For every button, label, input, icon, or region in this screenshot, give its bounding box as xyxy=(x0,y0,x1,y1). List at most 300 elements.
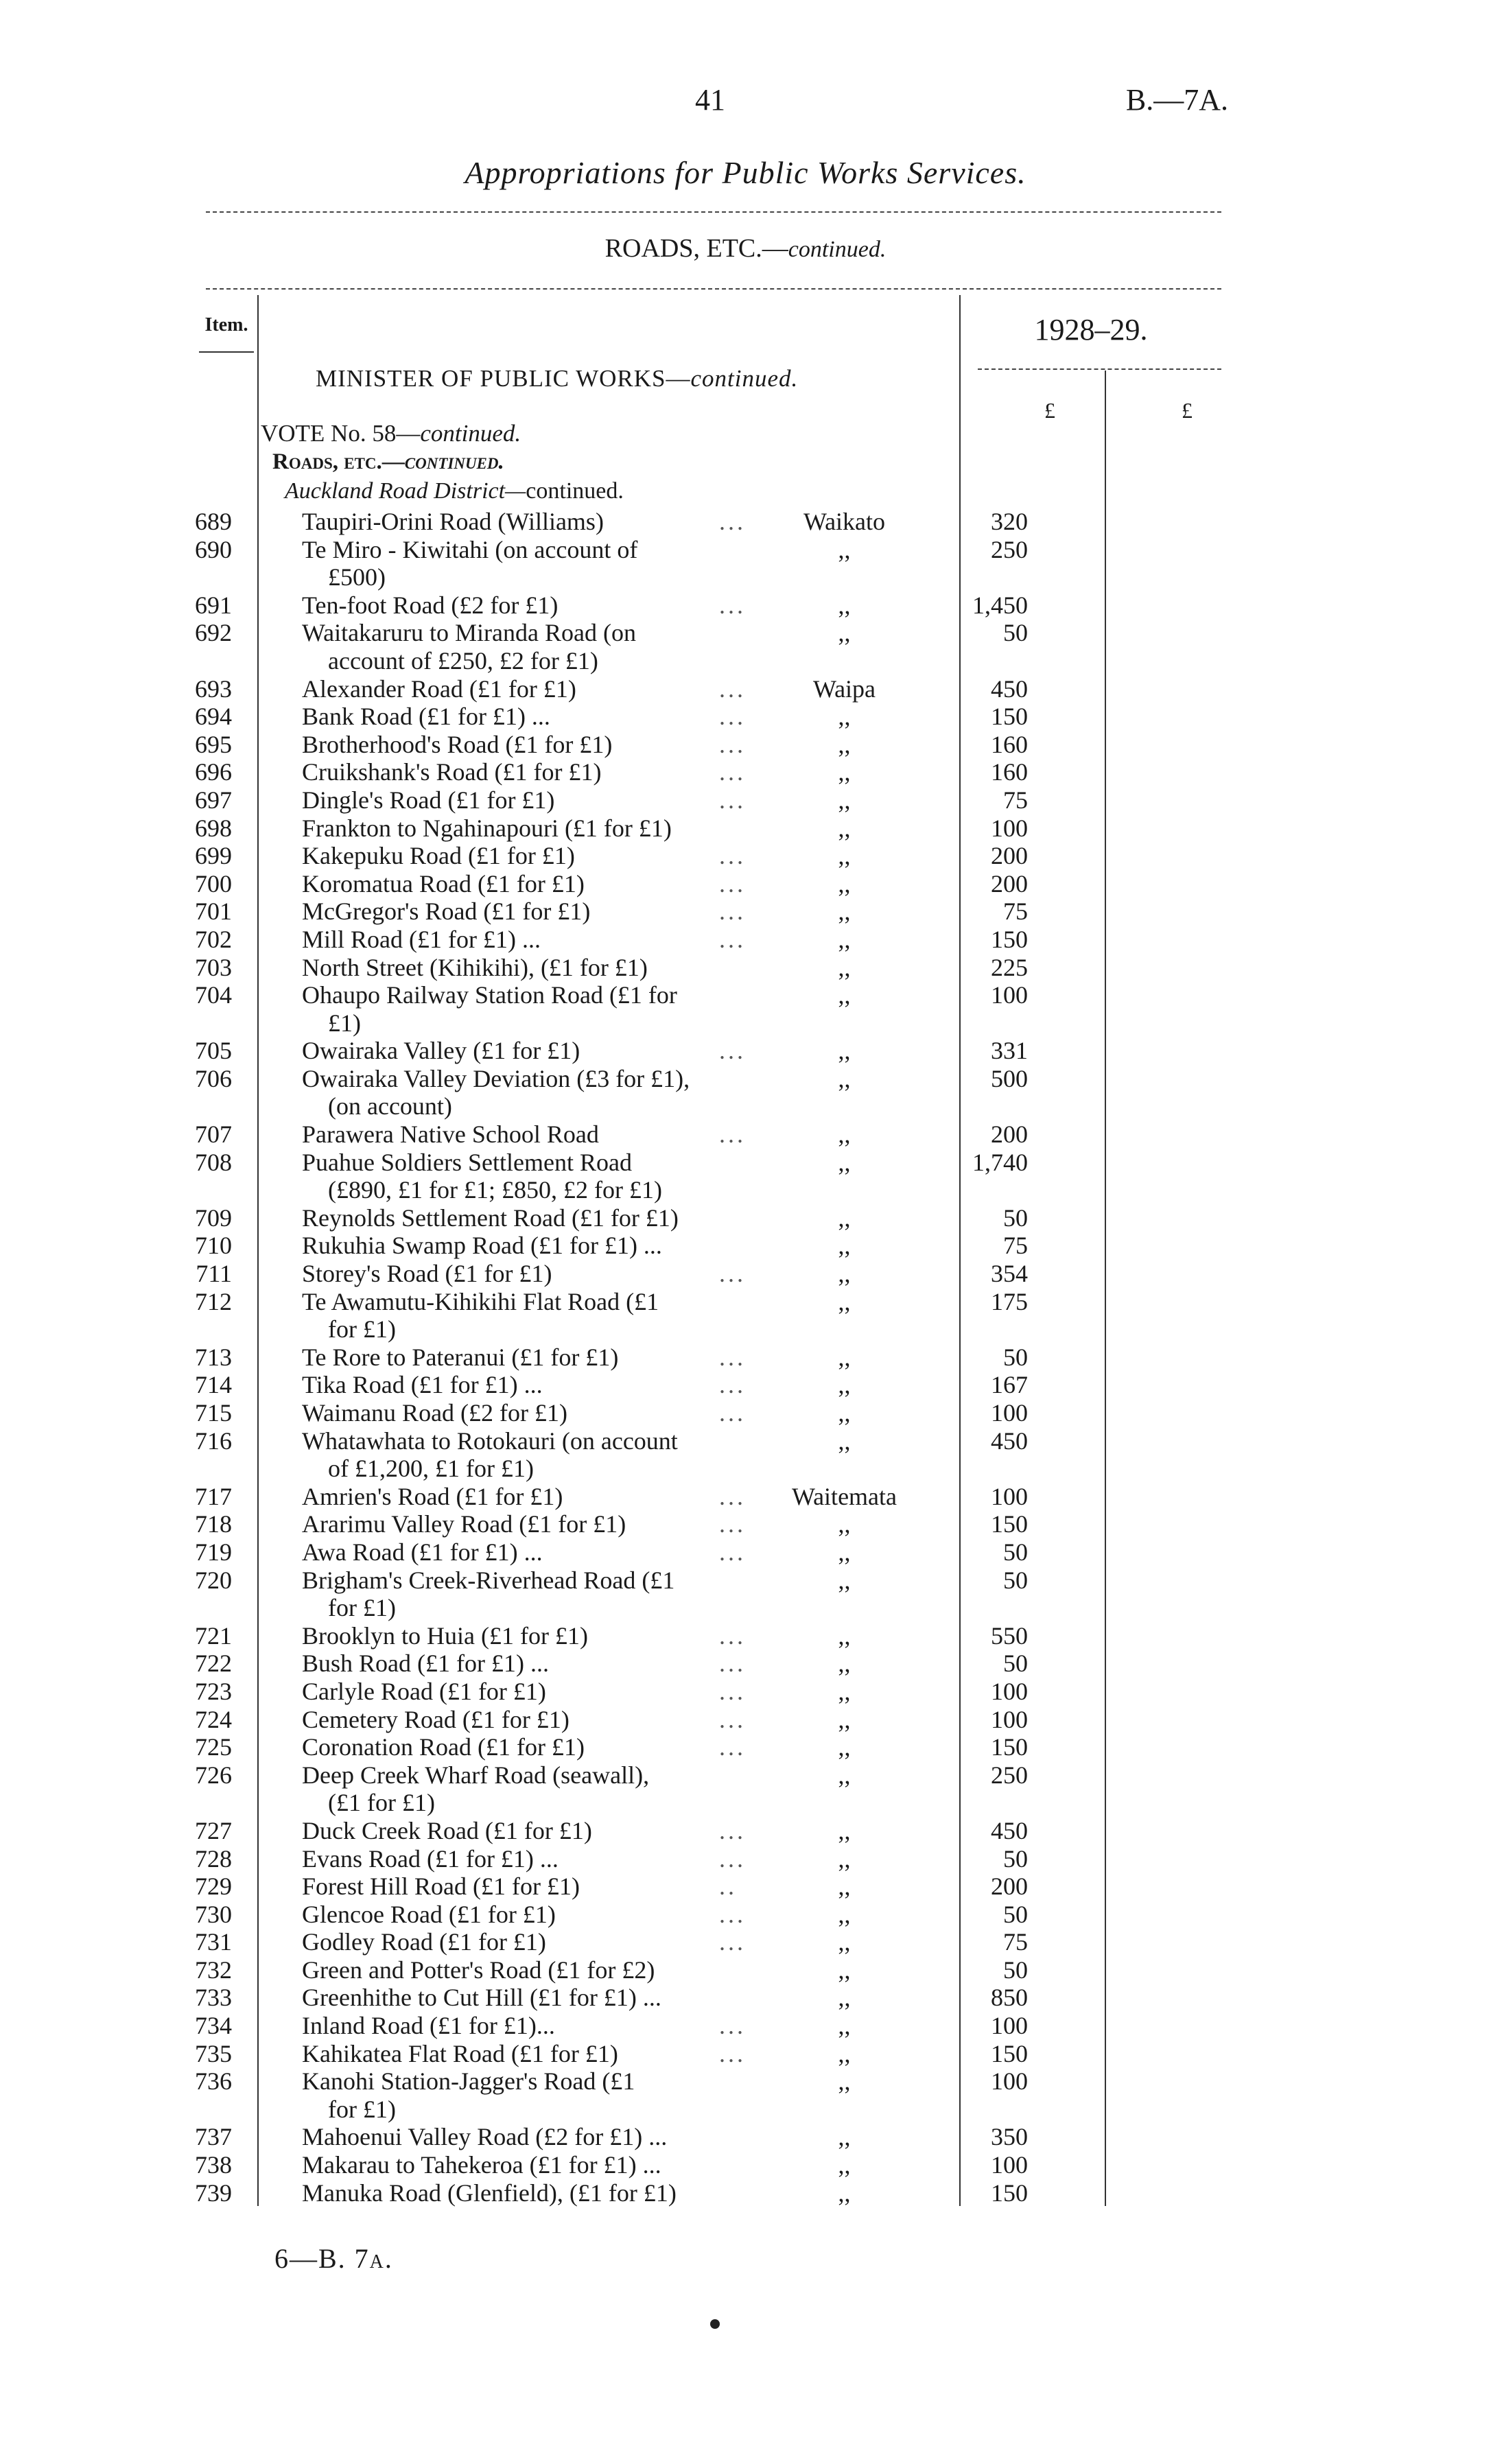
table-row xyxy=(184,1232,1028,1260)
table-row xyxy=(184,1901,1028,1929)
county-name: ,, xyxy=(838,1816,851,1844)
item-column-header: Item. xyxy=(204,314,248,336)
road-description xyxy=(302,786,767,814)
item-number: 738 xyxy=(195,2151,232,2179)
section-title-main: ROADS, ETC.— xyxy=(604,234,788,263)
item-number: 695 xyxy=(195,730,232,758)
leader-dots: ... xyxy=(719,1650,746,1678)
county-name: ,, xyxy=(838,619,851,647)
description-line: Te Miro - Kiwitahi (on account of xyxy=(302,535,638,563)
road-description xyxy=(302,954,767,982)
description-line: Greenhithe to Cut Hill (£1 for £1) ... xyxy=(302,1984,661,2012)
county-name: ,, xyxy=(838,1733,851,1761)
leader-dots: ... xyxy=(719,1677,746,1705)
table-row xyxy=(184,1260,1028,1288)
table-row xyxy=(184,1845,1028,1873)
item-number: 716 xyxy=(195,1427,232,1455)
description-line: Glencoe Road (£1 for £1) xyxy=(302,1900,556,1928)
description-line: Te Rore to Pateranui (£1 for £1) xyxy=(302,1343,619,1371)
county-name: ,, xyxy=(838,758,851,786)
road-description xyxy=(302,870,767,898)
road-description xyxy=(302,1901,767,1929)
county-name: ,, xyxy=(838,535,851,563)
page-title: Appropriations for Public Works Services. xyxy=(465,155,1026,190)
amount-value: 150 xyxy=(991,2179,1028,2207)
amount-value: 100 xyxy=(991,1482,1028,1510)
description-line: Taupiri-Orini Road (Williams) xyxy=(302,508,604,535)
table-row xyxy=(184,1706,1028,1734)
county-name: ,, xyxy=(838,1064,851,1092)
table-row xyxy=(184,1928,1028,1956)
description-line: Carlyle Road (£1 for £1) xyxy=(302,1677,546,1705)
section-title xyxy=(0,233,1491,263)
year-column-header: 1928–29. xyxy=(1034,313,1148,347)
road-description xyxy=(302,1204,767,1232)
leader-dots: ... xyxy=(719,2012,746,2040)
leader-dots: ... xyxy=(719,897,746,926)
table-row xyxy=(184,897,1028,926)
table-row xyxy=(184,870,1028,898)
amount-value: 50 xyxy=(1003,1650,1028,1678)
district-heading xyxy=(285,478,624,504)
road-description xyxy=(302,731,767,759)
amount-value: 100 xyxy=(991,814,1028,842)
item-number: 737 xyxy=(195,2123,232,2151)
county-name: ,, xyxy=(838,869,851,897)
table-row xyxy=(184,2040,1028,2068)
leader-dots: ... xyxy=(719,842,746,870)
description-line: Te Awamutu-Kihikihi Flat Road (£1 xyxy=(302,1287,659,1315)
table-row xyxy=(184,591,1028,620)
item-number: 720 xyxy=(195,1566,232,1594)
amount-value: 50 xyxy=(1003,1343,1028,1371)
table-row xyxy=(184,1427,1028,1483)
road-description xyxy=(302,1538,767,1567)
table-row xyxy=(184,954,1028,982)
item-number: 691 xyxy=(195,591,232,619)
amount-value: 331 xyxy=(991,1037,1028,1065)
description-line: Ararimu Valley Road (£1 for £1) xyxy=(302,1510,626,1538)
description-line: Waitakaruru to Miranda Road (on xyxy=(302,619,636,647)
leader-dots: ... xyxy=(719,1705,746,1733)
amount-value: 250 xyxy=(991,535,1028,563)
section-title-continued: continued. xyxy=(788,237,887,262)
table-row xyxy=(184,1567,1028,1622)
item-number: 734 xyxy=(195,2012,232,2040)
description-continuation: for £1) xyxy=(328,1594,396,1622)
county-name: Waitemata xyxy=(791,1482,897,1510)
title-rule xyxy=(206,211,1221,213)
table-row xyxy=(184,1483,1028,1511)
amount-value: 320 xyxy=(991,508,1028,535)
table-row xyxy=(184,2179,1028,2207)
vote-heading-main: VOTE No. 58— xyxy=(261,420,421,447)
leader-dots: ... xyxy=(719,1733,746,1761)
road-description xyxy=(302,1706,767,1734)
document-reference: B.—7A. xyxy=(1125,83,1228,117)
amount-value: 150 xyxy=(991,2039,1028,2067)
amount-value: 100 xyxy=(991,1399,1028,1427)
table-row xyxy=(184,1817,1028,1845)
table-row xyxy=(184,2151,1028,2179)
appropriations-table xyxy=(184,508,1028,2207)
table-row xyxy=(184,1733,1028,1761)
table-row xyxy=(184,1678,1028,1706)
district-heading-continued: continued. xyxy=(526,478,624,504)
table-row xyxy=(184,1037,1028,1065)
amount-value: 150 xyxy=(991,1733,1028,1761)
amount-value: 150 xyxy=(991,1510,1028,1538)
amount-value: 200 xyxy=(991,869,1028,897)
leader-dots: ... xyxy=(719,1928,746,1956)
county-name: ,, xyxy=(838,1510,851,1538)
table-row xyxy=(184,1065,1028,1120)
description-continuation: £500) xyxy=(328,563,386,591)
county-name: ,, xyxy=(838,1148,851,1176)
table-row xyxy=(184,1761,1028,1817)
table-row xyxy=(184,1956,1028,1984)
table-row xyxy=(184,703,1028,731)
leader-dots: ... xyxy=(719,1621,746,1650)
item-number: 723 xyxy=(195,1677,232,1705)
leader-dots: ... xyxy=(719,508,746,535)
amount-value: 200 xyxy=(991,1120,1028,1149)
description-line: Storey's Road (£1 for £1) xyxy=(302,1260,552,1288)
county-name: ,, xyxy=(838,897,851,926)
amount-value: 150 xyxy=(991,703,1028,731)
county-name: ,, xyxy=(838,2067,851,2096)
county-name: ,, xyxy=(838,1621,851,1650)
amount-value: 50 xyxy=(1003,1204,1028,1232)
item-number: 711 xyxy=(196,1260,232,1288)
item-number: 724 xyxy=(195,1705,232,1733)
amount-value: 50 xyxy=(1003,1900,1028,1928)
roads-heading-main: Roads, etc.— xyxy=(272,449,405,474)
table-row xyxy=(184,2012,1028,2040)
table-row xyxy=(184,1120,1028,1149)
county-name: ,, xyxy=(838,1956,851,1984)
county-name: ,, xyxy=(838,1427,851,1455)
leader-dots: ... xyxy=(719,1120,746,1149)
road-description xyxy=(302,619,767,674)
roads-heading xyxy=(272,449,504,475)
description-line: Coronation Road (£1 for £1) xyxy=(302,1733,585,1761)
county-name: ,, xyxy=(838,1343,851,1371)
table-row xyxy=(184,1344,1028,1372)
item-number: 713 xyxy=(195,1343,232,1371)
description-line: Awa Road (£1 for £1) ... xyxy=(302,1538,543,1566)
county-name: ,, xyxy=(838,1204,851,1232)
road-description xyxy=(302,1817,767,1845)
description-line: Reynolds Settlement Road (£1 for £1) xyxy=(302,1204,679,1232)
amount-value: 100 xyxy=(991,1677,1028,1705)
leader-dots: ... xyxy=(719,1844,746,1873)
road-description xyxy=(302,1650,767,1678)
description-line: Brooklyn to Huia (£1 for £1) xyxy=(302,1621,588,1650)
item-number: 690 xyxy=(195,535,232,563)
ministry-heading-continued: continued. xyxy=(690,365,799,392)
item-number: 698 xyxy=(195,814,232,842)
county-name: ,, xyxy=(838,1928,851,1956)
description-continuation: (£890, £1 for £1; £850, £2 for £1) xyxy=(328,1176,662,1204)
table-row xyxy=(184,675,1028,703)
description-continuation: £1) xyxy=(328,1009,361,1037)
leader-dots: ... xyxy=(719,786,746,814)
description-line: Brotherhood's Road (£1 for £1) xyxy=(302,730,613,758)
amount-value: 50 xyxy=(1003,1566,1028,1594)
road-description xyxy=(302,1873,767,1901)
road-description xyxy=(302,675,767,703)
description-line: Forest Hill Road (£1 for £1) xyxy=(302,1873,580,1901)
county-name: ,, xyxy=(838,1120,851,1149)
table-row xyxy=(184,1371,1028,1399)
road-description xyxy=(302,1622,767,1650)
county-name: ,, xyxy=(838,1677,851,1705)
table-row xyxy=(184,1984,1028,2012)
description-line: Kahikatea Flat Road (£1 for £1) xyxy=(302,2039,618,2067)
leader-dots: ... xyxy=(719,1538,746,1566)
leader-dots: ... xyxy=(719,869,746,897)
leader-dots: ... xyxy=(719,703,746,731)
description-line: Whatawhata to Rotokauri (on account xyxy=(302,1427,678,1455)
amount-value: 354 xyxy=(991,1260,1028,1288)
amount-value: 1,450 xyxy=(972,591,1028,619)
leader-dots: .. xyxy=(719,1873,737,1901)
road-description xyxy=(302,1984,767,2012)
table-row xyxy=(184,786,1028,814)
item-number: 714 xyxy=(195,1371,232,1399)
road-description xyxy=(302,1120,767,1149)
item-number: 703 xyxy=(195,953,232,981)
road-description xyxy=(302,1149,767,1204)
amount-value: 100 xyxy=(991,2067,1028,2096)
road-description xyxy=(302,758,767,786)
road-description xyxy=(302,1371,767,1399)
table-row xyxy=(184,1149,1028,1204)
item-number: 710 xyxy=(195,1232,232,1260)
description-line: Ohaupo Railway Station Road (£1 for xyxy=(302,981,677,1009)
amount-value: 450 xyxy=(991,674,1028,703)
table-row xyxy=(184,981,1028,1037)
leader-dots: ... xyxy=(719,1037,746,1065)
item-number: 708 xyxy=(195,1148,232,1176)
item-number: 693 xyxy=(195,674,232,703)
item-header-rule xyxy=(199,351,254,353)
road-description xyxy=(302,1510,767,1538)
road-description xyxy=(302,1483,767,1511)
road-description xyxy=(302,814,767,843)
description-line: Waimanu Road (£2 for £1) xyxy=(302,1399,567,1427)
leader-dots: ... xyxy=(719,1343,746,1371)
table-row xyxy=(184,842,1028,870)
table-row xyxy=(184,1510,1028,1538)
amount-value: 550 xyxy=(991,1621,1028,1650)
county-name: ,, xyxy=(838,2039,851,2067)
description-continuation: account of £250, £2 for £1) xyxy=(328,646,598,674)
leader-dots: ... xyxy=(719,1510,746,1538)
item-number: 732 xyxy=(195,1956,232,1984)
description-line: Green and Potter's Road (£1 for £2) xyxy=(302,1956,655,1984)
amount-value: 350 xyxy=(991,2123,1028,2151)
leader-dots: ... xyxy=(719,730,746,758)
item-number: 700 xyxy=(195,869,232,897)
amount-value: 167 xyxy=(991,1371,1028,1399)
item-number: 726 xyxy=(195,1761,232,1789)
description-line: Brigham's Creek-Riverhead Road (£1 xyxy=(302,1566,675,1594)
item-number: 725 xyxy=(195,1733,232,1761)
item-number: 702 xyxy=(195,925,232,953)
amount-value: 50 xyxy=(1003,1844,1028,1873)
road-description xyxy=(302,1288,767,1344)
item-number: 712 xyxy=(195,1287,232,1315)
printer-signature: 6—B. 7a. xyxy=(274,2243,393,2274)
item-number: 729 xyxy=(195,1873,232,1901)
description-line: Mahoenui Valley Road (£2 for £1) ... xyxy=(302,2123,668,2151)
description-line: Bank Road (£1 for £1) ... xyxy=(302,703,550,731)
item-number: 730 xyxy=(195,1900,232,1928)
amount-value: 250 xyxy=(991,1761,1028,1789)
item-number: 709 xyxy=(195,1204,232,1232)
item-number: 696 xyxy=(195,758,232,786)
leader-dots: ... xyxy=(719,591,746,619)
table-row xyxy=(184,1204,1028,1232)
amount-value: 75 xyxy=(1003,786,1028,814)
road-description xyxy=(302,2012,767,2040)
description-line: Parawera Native School Road xyxy=(302,1120,599,1149)
table-row xyxy=(184,1873,1028,1901)
county-name: ,, xyxy=(838,1900,851,1928)
road-description xyxy=(302,1260,767,1288)
county-name: ,, xyxy=(838,2012,851,2040)
item-number: 721 xyxy=(195,1621,232,1650)
road-description xyxy=(302,1928,767,1956)
description-continuation: (on account) xyxy=(328,1092,452,1120)
leader-dots: ... xyxy=(719,1482,746,1510)
county-name: ,, xyxy=(838,814,851,842)
page-number: 41 xyxy=(695,83,725,117)
county-name: ,, xyxy=(838,2123,851,2151)
description-line: Kanohi Station-Jagger's Road (£1 xyxy=(302,2067,635,2096)
header-rule xyxy=(206,288,1221,290)
description-line: Mill Road (£1 for £1) ... xyxy=(302,925,541,953)
amount-value: 50 xyxy=(1003,619,1028,647)
item-number: 727 xyxy=(195,1816,232,1844)
description-line: Owairaka Valley Deviation (£3 for £1), xyxy=(302,1064,690,1092)
amount-column-divider xyxy=(1105,371,1106,2206)
item-number: 739 xyxy=(195,2179,232,2207)
county-name: ,, xyxy=(838,953,851,981)
item-number: 706 xyxy=(195,1064,232,1092)
county-name: ,, xyxy=(838,703,851,731)
description-line: Alexander Road (£1 for £1) xyxy=(302,674,576,703)
county-name: ,, xyxy=(838,1371,851,1399)
road-description xyxy=(302,1399,767,1427)
road-description xyxy=(302,508,767,536)
item-number: 719 xyxy=(195,1538,232,1566)
road-description xyxy=(302,1733,767,1761)
description-line: Amrien's Road (£1 for £1) xyxy=(302,1482,563,1510)
item-number: 715 xyxy=(195,1399,232,1427)
leader-dots: ... xyxy=(719,674,746,703)
item-number: 704 xyxy=(195,981,232,1009)
table-row xyxy=(184,1622,1028,1650)
county-name: ,, xyxy=(838,1984,851,2012)
county-name: ,, xyxy=(838,1260,851,1288)
table-row xyxy=(184,814,1028,843)
amount-value: 75 xyxy=(1003,897,1028,926)
vote-heading xyxy=(261,420,521,447)
road-description xyxy=(302,2179,767,2207)
description-line: Ten-foot Road (£2 for £1) xyxy=(302,591,559,619)
road-description xyxy=(302,1761,767,1817)
leader-dots: ... xyxy=(719,1371,746,1399)
item-number: 699 xyxy=(195,842,232,870)
description-continuation: for £1) xyxy=(328,1315,396,1344)
road-description xyxy=(302,2151,767,2179)
description-continuation: for £1) xyxy=(328,2095,396,2123)
county-name: ,, xyxy=(838,1761,851,1789)
county-name: ,, xyxy=(838,1538,851,1566)
table-row xyxy=(184,1538,1028,1567)
amount-value: 50 xyxy=(1003,1538,1028,1566)
county-name: ,, xyxy=(838,925,851,953)
description-line: Puahue Soldiers Settlement Road xyxy=(302,1148,632,1176)
item-number: 692 xyxy=(195,619,232,647)
item-number: 707 xyxy=(195,1120,232,1149)
leader-dots: ... xyxy=(719,758,746,786)
road-description xyxy=(302,1956,767,1984)
county-name: ,, xyxy=(838,1232,851,1260)
description-line: Makarau to Tahekeroa (£1 for £1) ... xyxy=(302,2151,661,2179)
road-description xyxy=(302,536,767,591)
county-name: Waikato xyxy=(803,508,886,535)
description-line: Duck Creek Road (£1 for £1) xyxy=(302,1816,592,1844)
description-line: Rukuhia Swamp Road (£1 for £1) ... xyxy=(302,1232,662,1260)
description-line: McGregor's Road (£1 for £1) xyxy=(302,897,591,926)
amount-value: 500 xyxy=(991,1064,1028,1092)
county-name: ,, xyxy=(838,2179,851,2207)
amount-value: 225 xyxy=(991,953,1028,981)
table-row xyxy=(184,2067,1028,2123)
item-number: 736 xyxy=(195,2067,232,2096)
item-number: 722 xyxy=(195,1650,232,1678)
table-row xyxy=(184,536,1028,591)
table-row xyxy=(184,2123,1028,2151)
amount-value: 75 xyxy=(1003,1928,1028,1956)
district-heading-name: Auckland Road District— xyxy=(285,478,526,504)
description-line: Cruikshank's Road (£1 for £1) xyxy=(302,758,602,786)
roads-heading-continued: continued. xyxy=(404,449,504,474)
road-description xyxy=(302,1427,767,1483)
amount-value: 100 xyxy=(991,1705,1028,1733)
amount-value: 160 xyxy=(991,758,1028,786)
county-name: ,, xyxy=(838,1705,851,1733)
table-row xyxy=(184,1288,1028,1344)
road-description xyxy=(302,2123,767,2151)
description-line: Frankton to Ngahinapouri (£1 for £1) xyxy=(302,814,672,842)
table-row xyxy=(184,1399,1028,1427)
leader-dots: ... xyxy=(719,1260,746,1288)
item-number: 689 xyxy=(195,508,232,535)
county-name: ,, xyxy=(838,1566,851,1594)
description-line: Dingle's Road (£1 for £1) xyxy=(302,786,555,814)
amount-value: 200 xyxy=(991,1873,1028,1901)
amount-value: 200 xyxy=(991,842,1028,870)
road-description xyxy=(302,926,767,954)
description-line: North Street (Kihikihi), (£1 for £1) xyxy=(302,953,648,981)
item-number: 718 xyxy=(195,1510,232,1538)
table-row xyxy=(184,758,1028,786)
